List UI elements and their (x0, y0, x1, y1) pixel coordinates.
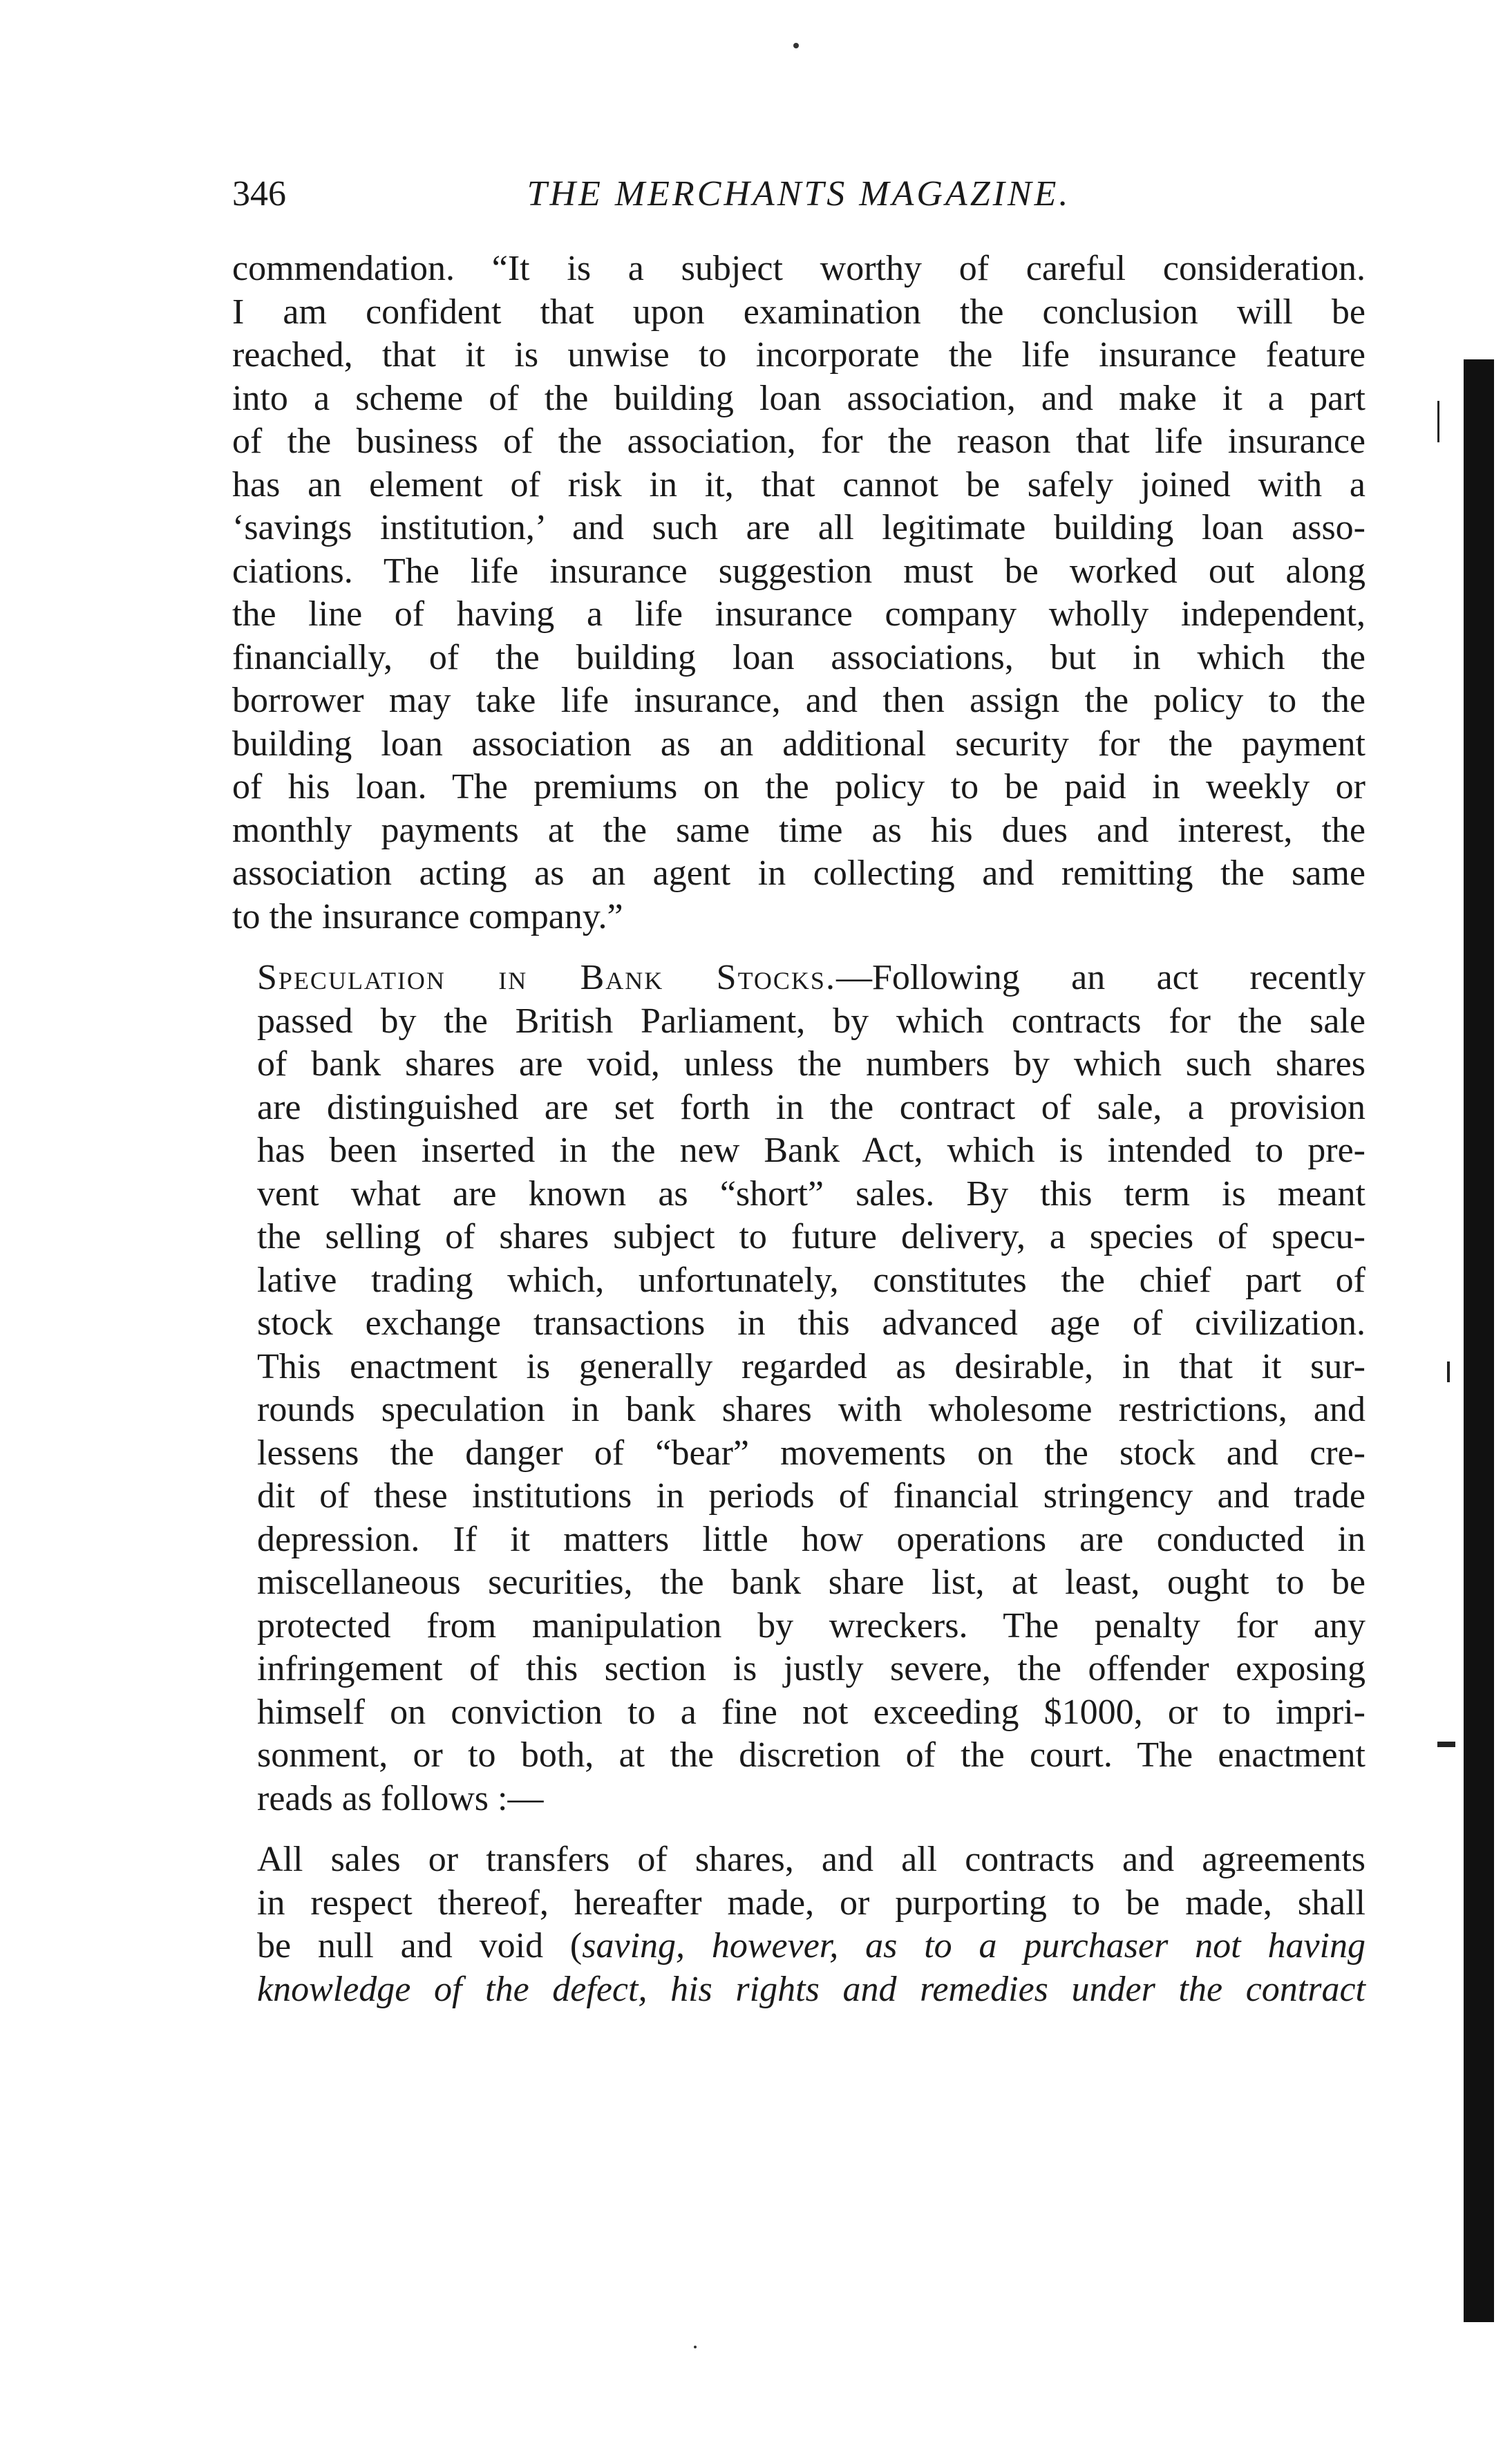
paragraph-enactment-text (232, 1838, 1365, 2011)
text-line: himself on conviction to a fine not exceeding $1000, or to impri- (257, 1692, 1365, 1732)
text-line: into a scheme of the building loan association, and make it a part (232, 378, 1365, 418)
text-line: of bank shares are void, unless the numbers by which such shares (257, 1044, 1365, 1084)
text-line: vent what are known as “short” sales. By this term is meant (257, 1174, 1365, 1214)
text-line: reached, that it is unwise to incorporate the life insurance feature (232, 335, 1365, 375)
text-line (232, 1968, 1365, 2012)
text-line: protected from manipulation by wreckers. The penalty for any (257, 1605, 1365, 1646)
text-line: to the insurance company.” (232, 896, 623, 936)
paragraph-bank-stocks (232, 956, 1365, 1820)
text-line: commendation. “It is a subject worthy of careful consideration. (232, 249, 1365, 288)
text-line: has an element of risk in it, that cannot be safely joined with a (232, 464, 1365, 505)
text-fragment: —Following an act recently (835, 958, 1365, 997)
text-line: are distinguished are set forth in the contract of sale, a provision (257, 1087, 1365, 1127)
text-line: in respect thereof, hereafter made, or purporting to be made, shall (257, 1883, 1365, 1923)
running-head (232, 173, 1365, 221)
page-number: 346 (232, 174, 286, 214)
text-line: monthly payments at the same time as his dues and interest, the (232, 810, 1365, 850)
text-fragment: be null and void ( (257, 1926, 583, 1966)
text-line: miscellaneous securities, the bank share list, at least, ought to be (257, 1563, 1365, 1602)
text-line: the selling of shares subject to future delivery, a species of specu- (257, 1217, 1365, 1256)
text-line: ‘savings institution,’ and such are all legitimate building loan asso- (232, 508, 1365, 547)
text-line (232, 956, 1365, 1000)
text-line: I am confident that upon examination the conclusion will be (232, 292, 1365, 332)
text-line: the line of having a life insurance company wholly independent, (232, 594, 1365, 634)
italic-fragment: saving, however, as to a purchaser not having (582, 1926, 1365, 1966)
text-line: All sales or transfers of shares, and all contracts and agreements (257, 1840, 1365, 1879)
page-text-block (232, 173, 1365, 2011)
text-line: reads as follows :— (257, 1778, 544, 1818)
text-line: passed by the British Parliament, by which contracts for the sale (257, 1001, 1365, 1041)
text-line: dit of these institutions in periods of financial stringency and trade (257, 1476, 1365, 1516)
italic-fragment: knowledge of the defect, his rights and remedies under the contract (257, 1969, 1365, 2009)
text-line: rounds speculation in bank shares with wholesome restrictions, and (257, 1390, 1365, 1429)
text-line: stock exchange transactions in this advanced age of civilization. (257, 1303, 1365, 1343)
text-line: depression. If it matters little how operations are conducted in (257, 1519, 1365, 1559)
text-line: of the business of the association, for the reason that life insurance (232, 422, 1365, 461)
scan-speck (694, 2346, 697, 2348)
text-line: building loan association as an additional security for the payment (232, 724, 1365, 764)
text-line: of his loan. The premiums on the policy to be paid in weekly or (232, 767, 1365, 807)
text-line: has been inserted in the new Bank Act, which is intended to pre- (257, 1131, 1365, 1170)
text-line: financially, of the building loan associations, but in which the (232, 637, 1365, 677)
text-line: lessens the danger of “bear” movements on the stock and cre- (257, 1433, 1365, 1473)
text-line: ciations. The life insurance suggestion must be worked out along (232, 551, 1365, 591)
text-line: infringement of this section is justly severe, the offender exposing (257, 1649, 1365, 1688)
text-line (232, 1925, 1365, 1968)
scan-edge-mark (1437, 401, 1439, 442)
text-line: lative trading which, unfortunately, constitutes the chief part of (257, 1260, 1365, 1300)
text-line: association acting as an agent in collecting and remitting the same (232, 854, 1365, 893)
text-line: borrower may take life insurance, and then assign the policy to the (232, 681, 1365, 720)
scan-edge-mark (1447, 1361, 1450, 1382)
scan-edge-shadow (1464, 359, 1494, 2322)
scan-speck (793, 43, 799, 48)
text-line: sonment, or to both, at the discretion of the court. The enactment (257, 1735, 1365, 1775)
paragraph-life-insurance-quote (232, 247, 1365, 939)
journal-title: THE MERCHANTS MAGAZINE. (527, 174, 1071, 214)
text-line: This enactment is generally regarded as desirable, in that it sur- (257, 1346, 1365, 1386)
section-heading: Speculation in Bank Stocks. (257, 958, 836, 997)
scan-edge-mark (1437, 1742, 1455, 1747)
